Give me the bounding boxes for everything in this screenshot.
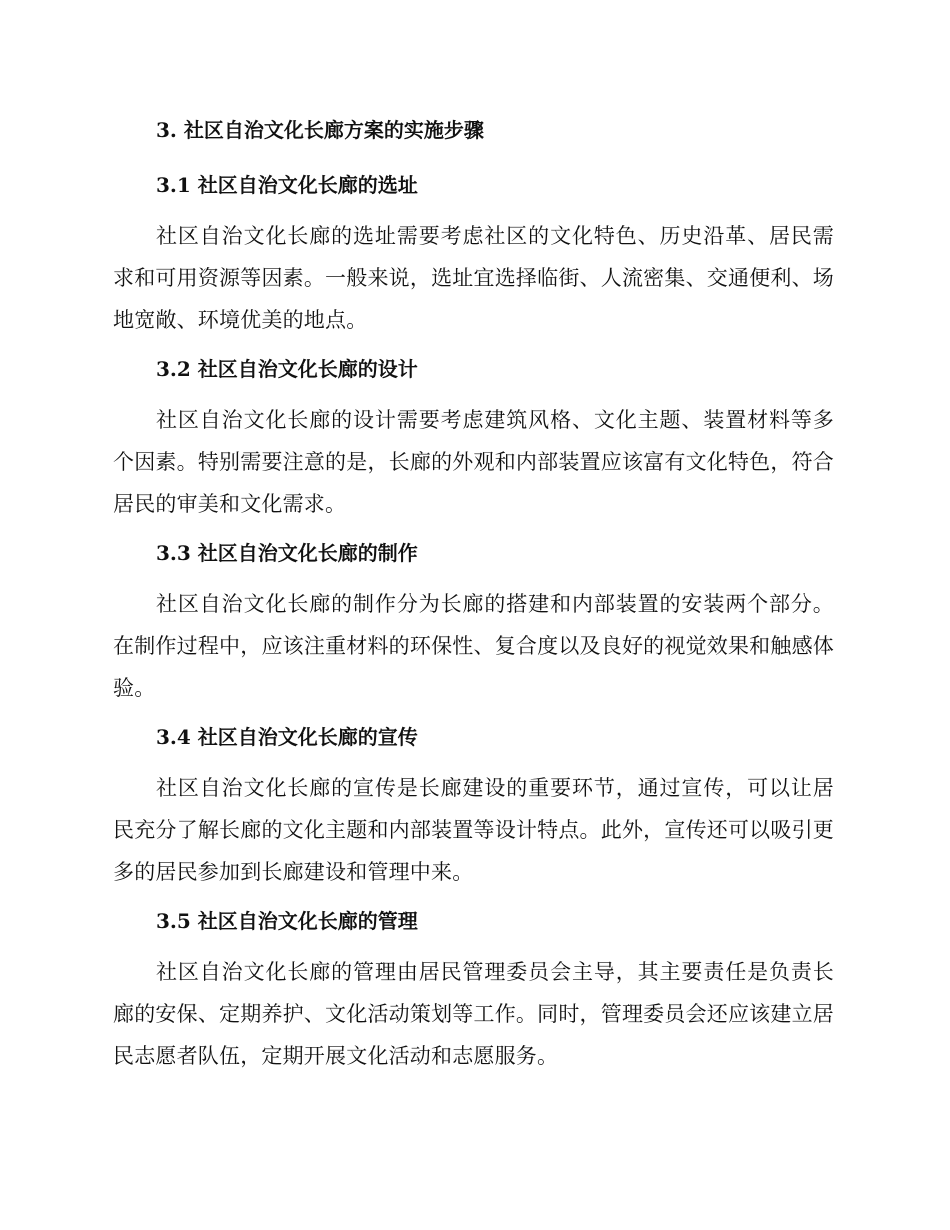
subsection-heading-3-2: 3.2 社区自治文化长廊的设计 xyxy=(156,357,418,381)
paragraph-3-1: 社区自治文化长廊的选址需要考虑社区的文化特色、历史沿革、居民需求和可用资源等因素。一般来说，选址宜选择临街、人流密集、交通便利、场地宽敞、环境优美的地点。 xyxy=(113,224,834,332)
subsection-heading-3-4: 3.4 社区自治文化长廊的宣传 xyxy=(156,725,418,749)
subsection-heading-3-1: 3.1 社区自治文化长廊的选址 xyxy=(156,173,418,197)
subsection-heading-3-5: 3.5 社区自治文化长廊的管理 xyxy=(156,909,418,933)
paragraph-3-2: 社区自治文化长廊的设计需要考虑建筑风格、文化主题、装置材料等多个因素。特别需要注意的是，长廊的外观和内部装置应该富有文化特色，符合居民的审美和文化需求。 xyxy=(113,408,834,516)
subsection-heading-3-3: 3.3 社区自治文化长廊的制作 xyxy=(156,541,418,565)
section-title: 3. 社区自治文化长廊方案的实施步骤 xyxy=(156,118,484,142)
paragraph-3-4: 社区自治文化长廊的宣传是长廊建设的重要环节，通过宣传，可以让居民充分了解长廊的文化主题和内部装置等设计特点。此外，宣传还可以吸引更多的居民参加到长廊建设和管理中来。 xyxy=(113,776,834,884)
paragraph-3-3: 社区自治文化长廊的制作分为长廊的搭建和内部装置的安装两个部分。在制作过程中，应该注重材料的环保性、复合度以及良好的视觉效果和触感体验。 xyxy=(113,592,834,700)
paragraph-3-5: 社区自治文化长廊的管理由居民管理委员会主导，其主要责任是负责长廊的安保、定期养护、文化活动策划等工作。同时，管理委员会还应该建立居民志愿者队伍，定期开展文化活动和志愿服务。 xyxy=(113,960,834,1068)
